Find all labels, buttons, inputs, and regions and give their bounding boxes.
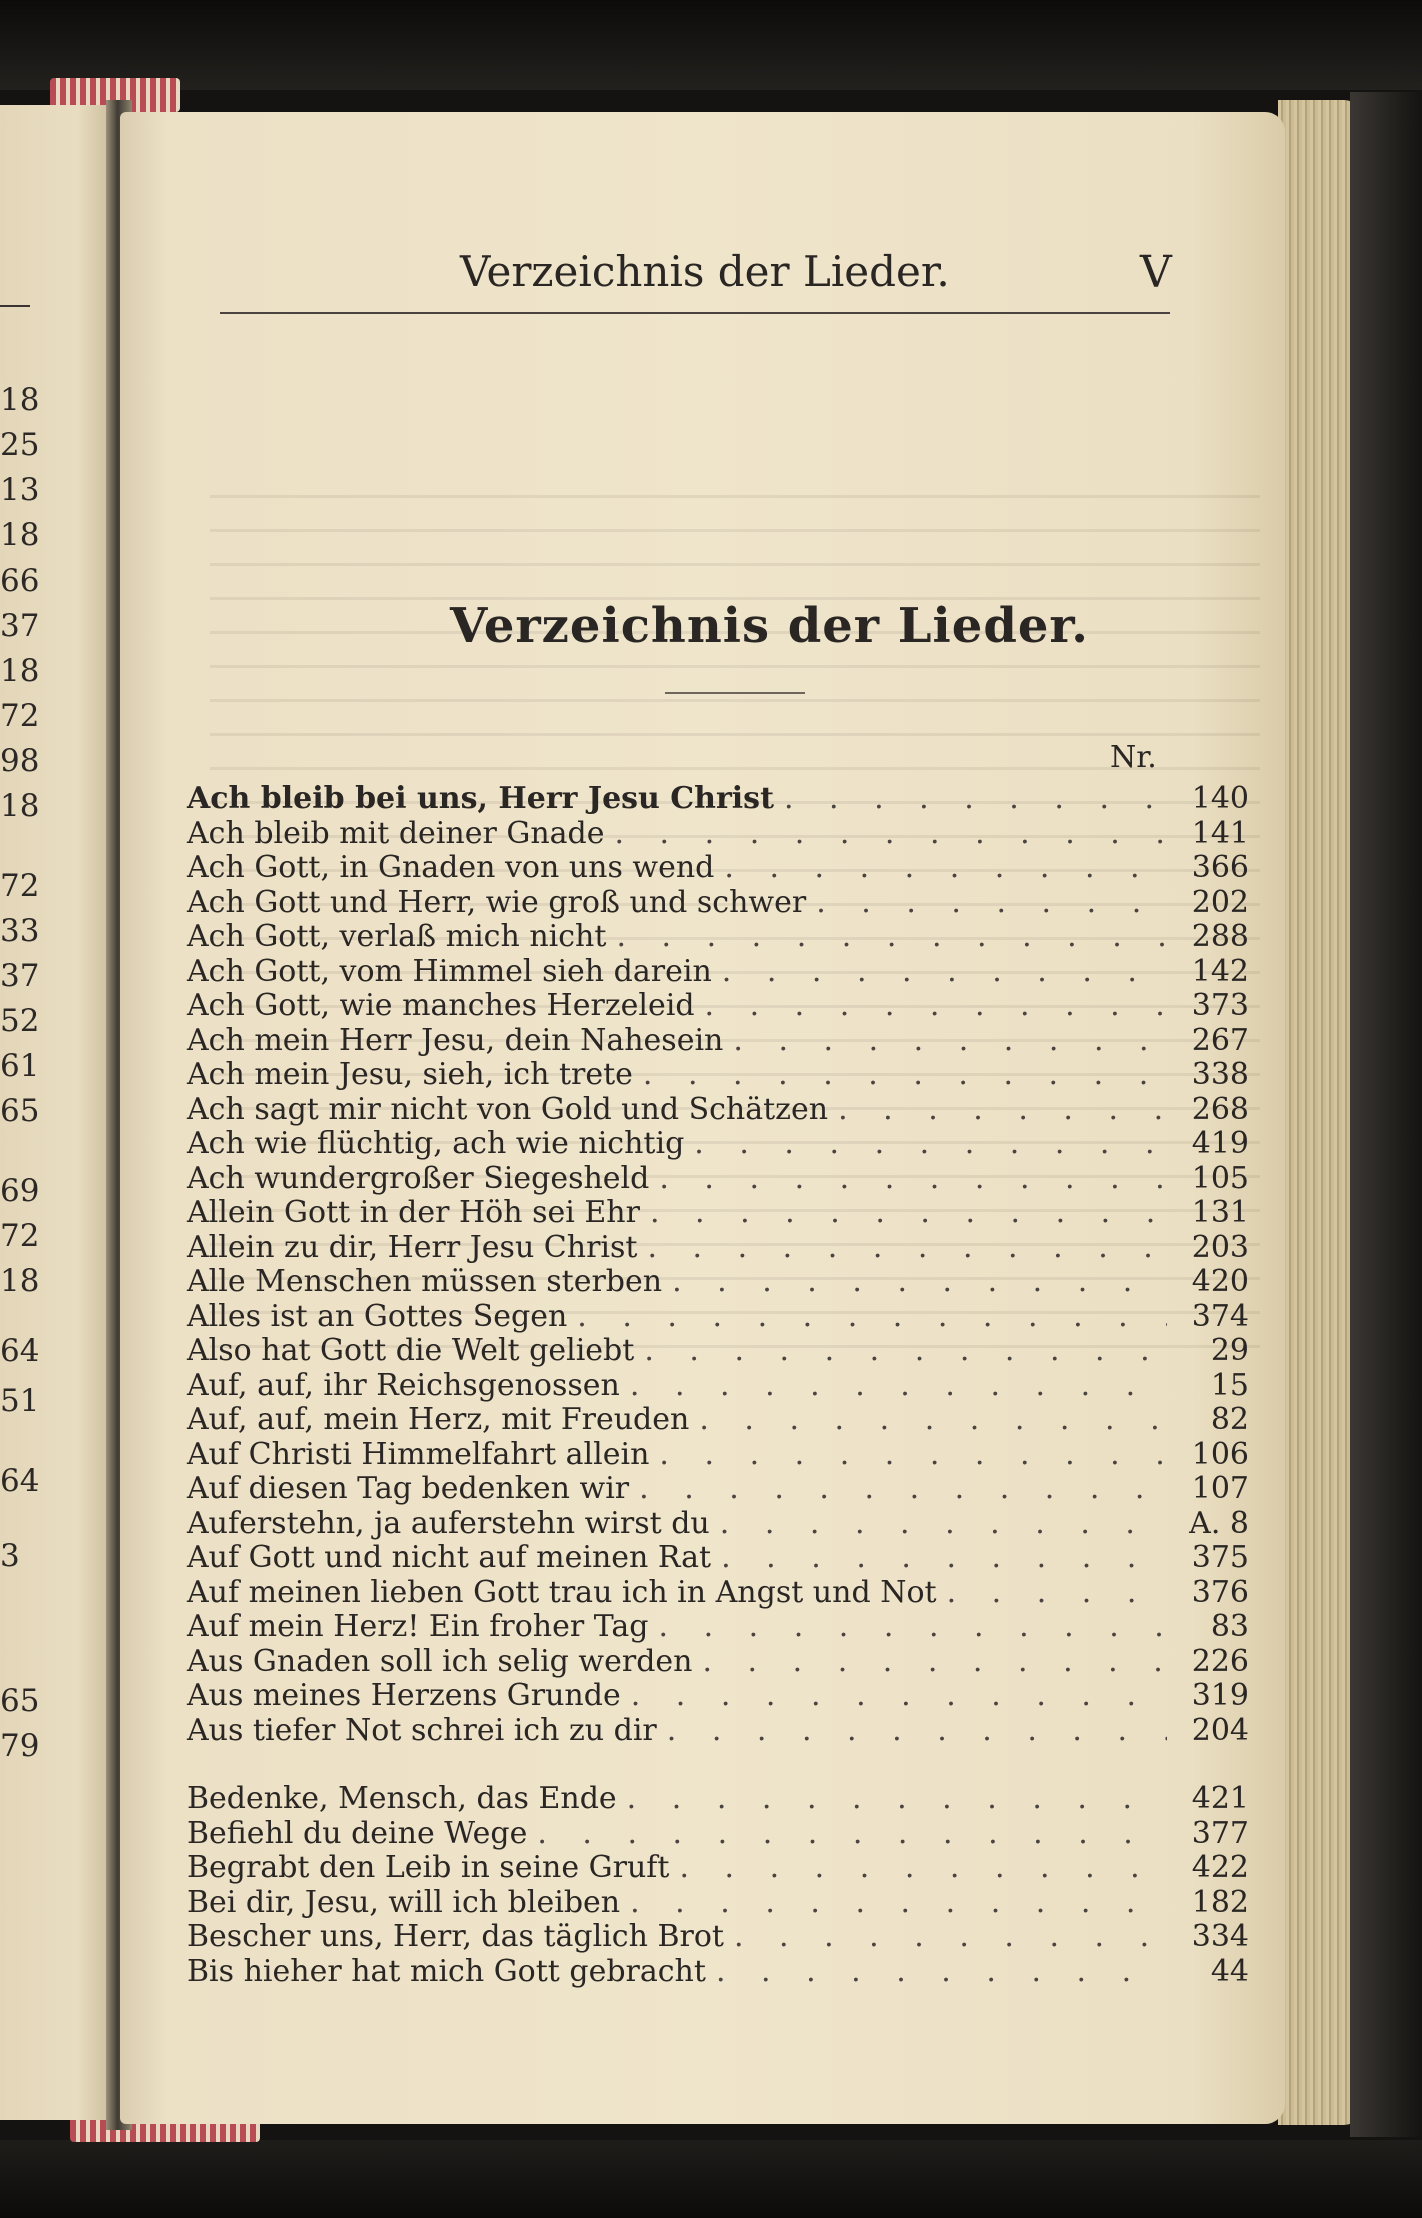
index-entry [187,851,1285,885]
left-page-number: 51 [0,1383,40,1419]
leader-dots [630,1886,1167,1920]
entry-title: Ach Gott, vom Himmel sieh darein [187,953,712,989]
leader-dots [784,782,1167,816]
leader-dots [614,817,1167,851]
index-entry [187,1058,1285,1092]
entry-title: Auf Christi Himmelfahrt allein [187,1436,650,1472]
entry-number: 319 [1191,1678,1249,1713]
header-rule [220,312,1170,314]
index-entry [187,1403,1285,1437]
index-entry [187,1024,1285,1058]
entry-number: 83 [1210,1609,1249,1644]
leader-dots [659,1438,1167,1472]
leader-dots [724,851,1167,885]
page-title: Verzeichnis der Lieder. [450,598,1090,654]
leader-dots [838,1093,1167,1127]
index-entry [187,1679,1285,1713]
entry-number: 421 [1191,1781,1249,1816]
leader-dots [947,1576,1167,1610]
leader-dots [733,1024,1167,1058]
index-entry [187,1438,1285,1472]
left-page-number: 25 [0,427,40,463]
entry-title: Ach Gott, in Gnaden von uns wend [187,850,715,885]
entry-number: 375 [1191,1540,1249,1575]
left-page-number: 18 [0,517,40,553]
index-entry [187,1093,1285,1127]
entry-title: Bis hieher hat mich Gott gebracht [187,1953,706,1989]
index-entry [187,1300,1285,1334]
entry-number: 203 [1191,1229,1249,1265]
index-entry [187,1886,1285,1920]
leader-dots [720,1507,1167,1541]
leader-dots [537,1817,1167,1851]
index-entry [187,989,1285,1023]
left-page-number: 66 [0,563,40,599]
left-page-number: 52 [0,1003,40,1039]
left-page-number: 64 [0,1333,40,1369]
leader-dots [734,1920,1167,1954]
index-entry [187,1782,1285,1816]
leader-dots [667,1714,1167,1748]
left-page-number: 65 [0,1683,40,1719]
entry-title: Auf, auf, mein Herz, mit Freuden [187,1402,690,1437]
entry-number: 377 [1191,1815,1249,1851]
leader-dots [702,1645,1167,1679]
leader-dots [630,1369,1167,1403]
entry-title: Auferstehn, ja auferstehn wirst du [187,1505,710,1541]
index-entry [187,1196,1285,1230]
entry-title: Ach sagt mir nicht von Gold und Schätzen [187,1091,829,1127]
index-entry [187,1369,1285,1403]
index-entry [187,1472,1285,1506]
leader-dots [647,1231,1167,1265]
index-entry [187,1955,1285,1989]
entry-title: Ach wie flüchtig, ach wie nichtig [187,1126,685,1161]
leader-dots [631,1679,1167,1713]
entry-number: 374 [1191,1298,1249,1334]
entry-number: 106 [1191,1436,1249,1472]
entry-number: 131 [1191,1195,1249,1230]
entry-title: Bei dir, Jesu, will ich bleiben [187,1884,621,1920]
entry-title: Ach Gott, wie manches Herzeleid [187,988,695,1023]
entry-number: 15 [1210,1367,1249,1403]
entry-title: Auf diesen Tag bedenken wir [187,1471,630,1506]
entry-number: 420 [1191,1264,1249,1299]
index-entry [187,886,1285,920]
index-entry [187,1231,1285,1265]
left-page-number: 72 [0,1218,40,1254]
entry-number: 182 [1191,1884,1249,1920]
left-page-number: 18 [0,1263,40,1299]
index-entry [187,817,1285,851]
leader-dots [627,1782,1167,1816]
index-entry [187,1507,1285,1541]
entry-title: Ach Gott, verlaß mich nicht [187,919,607,954]
left-page-number: 33 [0,913,40,949]
left-page-header-rule [0,305,30,307]
left-page-number: 13 [0,472,40,508]
right-page [120,112,1285,2124]
entry-title: Auf meinen lieben Gott trau ich in Angst und Not [187,1574,937,1610]
left-page-number: 37 [0,958,40,994]
leader-dots [643,1058,1167,1092]
entry-title: Begrabt den Leib in seine Gruft [187,1850,670,1885]
book-cover-bottom [0,2140,1422,2218]
leader-dots [716,1955,1167,1989]
entry-number: 267 [1191,1022,1249,1058]
running-header: Verzeichnis der Lieder. [460,247,950,296]
index-entry [187,1334,1285,1368]
entry-number: 226 [1191,1643,1249,1679]
left-page-number: 65 [0,1093,40,1129]
leader-dots [722,955,1167,989]
entry-number: 334 [1191,1919,1249,1954]
entry-title: Ach wundergroßer Siegesheld [187,1160,650,1196]
index-entry [187,1127,1285,1161]
left-page-number: 18 [0,382,40,418]
index-entry [187,1920,1285,1954]
entry-number: 288 [1191,919,1249,954]
entry-title: Auf mein Herz! Ein froher Tag [187,1609,649,1644]
entry-number: 44 [1210,1953,1249,1989]
index-entry [187,920,1285,954]
entry-number: 82 [1210,1402,1249,1437]
entry-number: 140 [1191,781,1249,816]
left-page-number: 64 [0,1463,40,1499]
entry-number: 142 [1191,953,1249,989]
leader-dots [639,1472,1167,1506]
index-entry [187,1541,1285,1575]
entry-number: 376 [1191,1574,1249,1610]
title-rule [665,692,805,694]
index-entry [187,1610,1285,1644]
leader-dots [705,989,1167,1023]
leader-dots [672,1265,1167,1299]
entry-title: Ach mein Herr Jesu, dein Nahesein [187,1022,724,1058]
entry-title: Also hat Gott die Welt geliebt [187,1333,635,1368]
leader-dots [650,1196,1167,1230]
left-page-number: 72 [0,698,40,734]
entry-title: Ach mein Jesu, sieh, ich trete [187,1057,633,1092]
entry-title: Bedenke, Mensch, das Ende [187,1781,617,1816]
book-cover-top [0,0,1422,90]
leader-dots [721,1541,1167,1575]
left-page-number: 98 [0,743,40,779]
leader-dots [816,886,1167,920]
entry-title: Ach bleib bei uns, Herr Jesu Christ [187,781,774,816]
entry-title: Auf, auf, ihr Reichsgenossen [187,1367,620,1403]
index-entry [187,1576,1285,1610]
entry-title: Aus meines Herzens Grunde [187,1678,621,1713]
index-entry [187,1162,1285,1196]
entry-title: Ach bleib mit deiner Gnade [187,815,605,851]
index-entry [187,1645,1285,1679]
entry-title: Allein zu dir, Herr Jesu Christ [187,1229,638,1265]
left-page-number: 3 [0,1538,20,1574]
index-entry [187,1714,1285,1748]
left-page-number: 18 [0,653,40,689]
column-header-number: Nr. [1110,740,1157,775]
leader-dots [659,1610,1167,1644]
entry-number: 366 [1191,850,1249,885]
left-page-number: 72 [0,868,40,904]
index-entry [187,1851,1285,1885]
entry-title: Auf Gott und nicht auf meinen Rat [187,1540,712,1575]
index-entry [187,1817,1285,1851]
entry-number: 373 [1191,988,1249,1023]
left-page-number: 37 [0,608,40,644]
leader-dots [577,1300,1167,1334]
entry-title: Alles ist an Gottes Segen [187,1298,568,1334]
entry-title: Allein Gott in der Höh sei Ehr [187,1195,640,1230]
entry-title: Ach Gott und Herr, wie groß und schwer [187,884,807,920]
leader-dots [699,1403,1167,1437]
entry-number: 29 [1210,1333,1249,1368]
entry-number: 268 [1191,1091,1249,1127]
entry-number: A. 8 [1189,1505,1249,1541]
entry-number: 204 [1191,1712,1249,1748]
left-page-number: 69 [0,1173,40,1209]
leader-dots [679,1851,1167,1885]
left-page-number: 61 [0,1048,40,1084]
left-page-number: 18 [0,788,40,824]
entry-number: 105 [1191,1160,1249,1196]
leader-dots [644,1334,1167,1368]
entry-title: Aus tiefer Not schrei ich zu dir [187,1712,657,1748]
entry-number: 141 [1191,815,1249,851]
left-page-number: 79 [0,1728,40,1764]
index-entry [187,782,1285,816]
entry-title: Bescher uns, Herr, das täglich Brot [187,1919,724,1954]
left-page-edge [0,105,110,2120]
page-number: V [1140,247,1172,298]
leader-dots [616,920,1167,954]
entry-number: 419 [1191,1126,1249,1161]
entry-number: 107 [1191,1471,1249,1506]
entry-title: Aus Gnaden soll ich selig werden [187,1643,693,1679]
index-entry [187,1265,1285,1299]
entry-title: Befiehl du deine Wege [187,1815,528,1851]
entry-number: 338 [1191,1057,1249,1092]
leader-dots [694,1127,1167,1161]
page-edges-shadow [1350,92,1422,2137]
entry-title: Alle Menschen müssen sterben [187,1264,663,1299]
entry-number: 422 [1191,1850,1249,1885]
leader-dots [659,1162,1167,1196]
index-entry [187,955,1285,989]
entry-number: 202 [1191,884,1249,920]
